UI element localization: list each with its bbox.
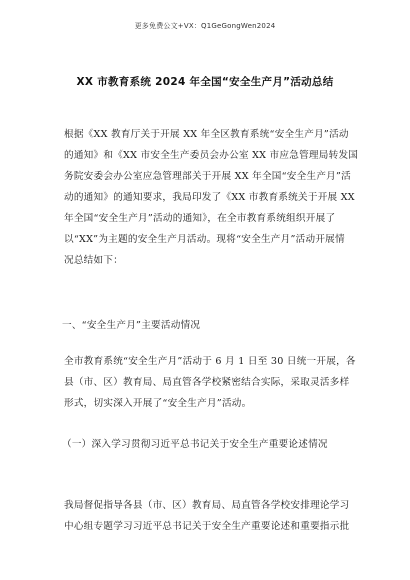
paragraph-line: 以“XX”为主题的安全生产月活动。现将“安全生产月”活动开展情 — [64, 234, 345, 245]
section-paragraph — [62, 351, 362, 414]
paragraph-line: 县（市、区）教育局、局直管各学校紧密结合实际，采取灵活多样 — [64, 377, 350, 388]
section-heading: 一、“安全生产月”主要活动情况 — [62, 320, 201, 331]
paragraph-line: 形式，切实深入开展了“安全生产月”活动。 — [64, 398, 252, 409]
paragraph-line: 根据《XX 教育厅关于开展 XX 年全区教育系统“安全生产月”活动 — [64, 129, 349, 140]
header-note: 更多免费公文+VX：Q1GeGongWen2024 — [134, 22, 276, 30]
paragraph-line: 中心组专题学习习近平总书记关于安全生产重要论述和重要指示批 — [64, 521, 350, 532]
paragraph-line: 我局督促指导各县（市、区）教育局、局直管各学校安排理论学习 — [64, 500, 350, 511]
document-title: XX 市教育系统 2024 年全国“安全生产月”活动总结 — [76, 76, 334, 88]
paragraph-line: 况总结如下： — [64, 255, 124, 266]
paragraph-line: 全市教育系统“安全生产月”活动于 6 月 1 日至 30 日统一开展，各 — [64, 356, 356, 367]
subsection-heading: （一）深入学习贯彻习近平总书记关于安全生产重要论述情况 — [62, 439, 328, 450]
paragraph-line: 的通知》和《XX 市安全生产委员会办公室 XX 市应急管理局转发国 — [64, 150, 359, 161]
paragraph-line: 务院安委会办公室应急管理部关于开展 XX 年全国“安全生产月”活 — [64, 171, 352, 182]
paragraph-line: 动的通知》的通知要求，我局印发了《XX 市教育系统关于开展 XX — [64, 192, 355, 203]
paragraph-line: 年全国“安全生产月”活动的通知》，在全市教育系统组织开展了 — [64, 213, 336, 224]
intro-paragraph — [62, 124, 362, 271]
subsection-paragraph — [62, 495, 362, 537]
